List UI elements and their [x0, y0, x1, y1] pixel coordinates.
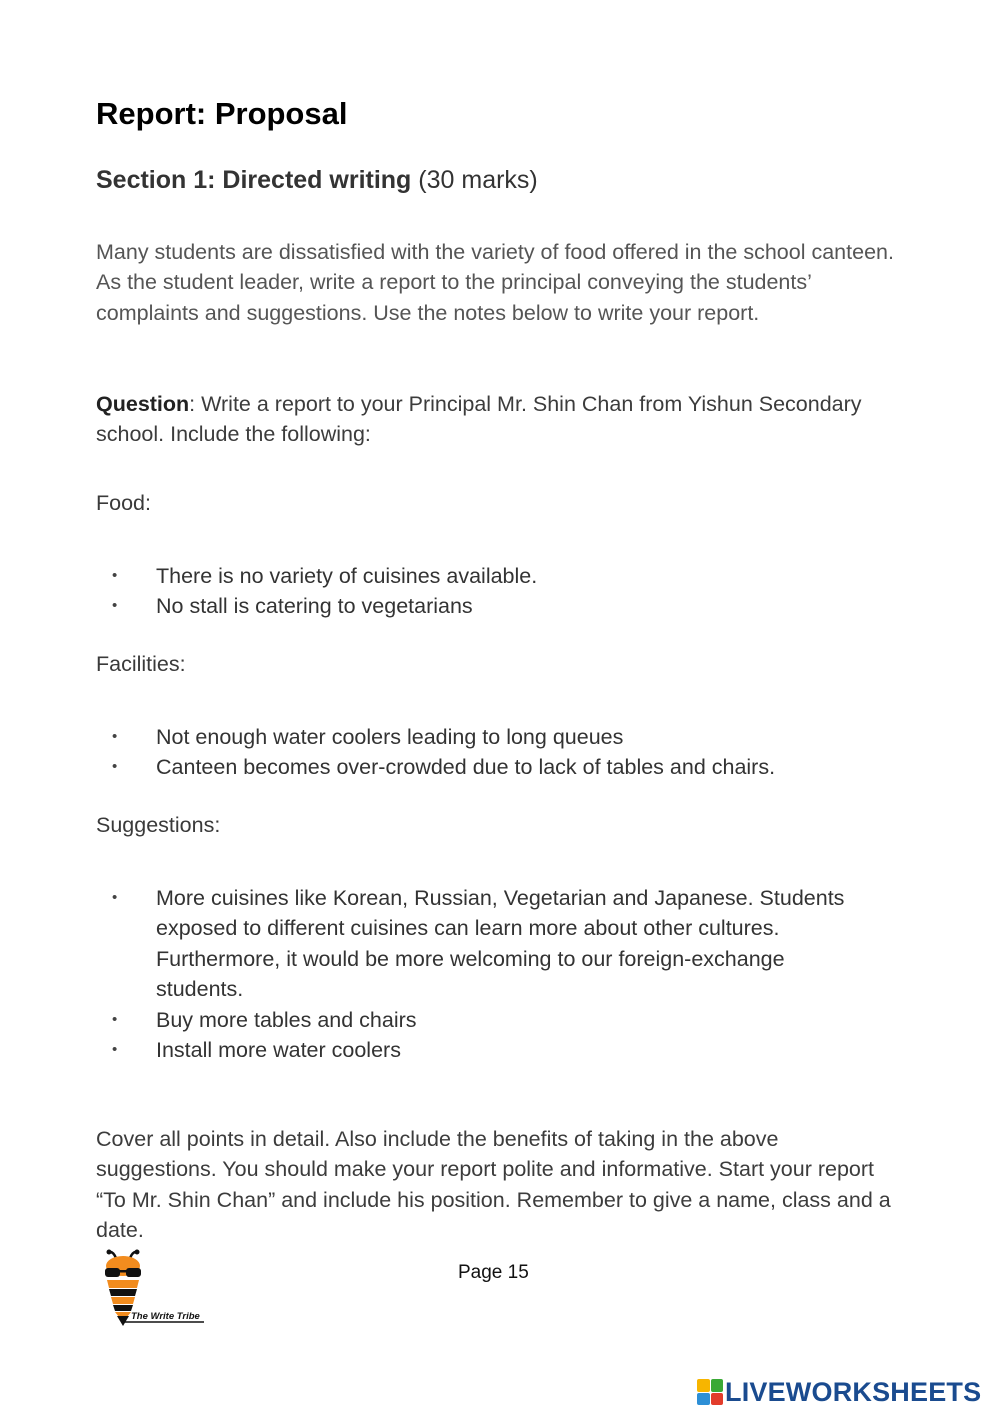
suggestions-label: Suggestions:	[96, 813, 221, 837]
liveworksheets-logo[interactable]	[697, 1377, 981, 1407]
bullet-icon: •	[112, 889, 118, 906]
bullet-icon: •	[112, 1010, 118, 1028]
bee-icon	[96, 1248, 208, 1328]
list-item	[112, 591, 852, 621]
list-item-text: Buy more tables and chairs	[156, 1007, 417, 1032]
list-item-text: More cuisines like Korean, Russian, Vegetarian and Japanese. Students exposed to different cuisines can learn more about other cultures. Furthermore, it would be more welcoming to our foreign-exchange students.	[156, 886, 845, 1002]
list-item-text: Canteen becomes over-crowded due to lack of tables and chairs.	[156, 755, 776, 780]
intro-paragraph: Many students are dissatisfied with the variety of food offered in the school canteen. As the student leader, write a report to the principal conveying the students’ complaints and suggestions. Use the notes below to write your report.	[96, 240, 894, 325]
section-heading-marks: (30 marks)	[418, 166, 538, 194]
section-heading	[96, 166, 538, 195]
list-item	[112, 752, 852, 782]
question-text: : Write a report to your Principal Mr. Shin Chan from Yishun Secondary school. Include the following:	[96, 392, 862, 447]
question-paragraph	[96, 389, 896, 450]
page-title: Report: Proposal	[96, 96, 348, 131]
facilities-list	[112, 722, 852, 783]
list-item	[112, 883, 852, 1005]
write-tribe-logo	[96, 1248, 208, 1328]
page-number: Page 15	[458, 1262, 529, 1283]
food-label: Food:	[96, 491, 151, 515]
bullet-icon: •	[112, 597, 118, 615]
list-item-text: No stall is catering to vegetarians	[156, 594, 473, 619]
suggestions-list	[112, 883, 852, 1065]
food-list	[112, 561, 852, 622]
list-item	[112, 722, 852, 752]
list-item	[112, 1005, 852, 1035]
list-item-text: Not enough water coolers leading to long queues	[156, 725, 624, 749]
list-item-text: Install more water coolers	[156, 1038, 401, 1063]
facilities-label: Facilities:	[96, 652, 186, 676]
bullet-icon: •	[112, 567, 118, 584]
bullet-icon: •	[112, 728, 118, 745]
logo-text: The Write Tribe	[131, 1311, 200, 1322]
list-item-text: There is no variety of cuisines available.	[156, 564, 538, 588]
list-item	[112, 1035, 852, 1065]
liveworksheets-icon	[697, 1379, 723, 1405]
liveworksheets-brand-text: LIVEWORKSHEETS	[725, 1376, 982, 1407]
list-item	[112, 561, 852, 591]
question-label: Question	[96, 392, 190, 416]
bullet-icon: •	[112, 1041, 118, 1059]
bullet-icon: •	[112, 758, 118, 776]
section-heading-title: Section 1: Directed writing	[96, 166, 412, 194]
closing-paragraph: Cover all points in detail. Also include the benefits of taking in the above suggestions. You should make your report polite and informative. Start your report “To Mr. Shin Chan” and include his position. Remember to give a name, class and a date.	[96, 1127, 891, 1243]
